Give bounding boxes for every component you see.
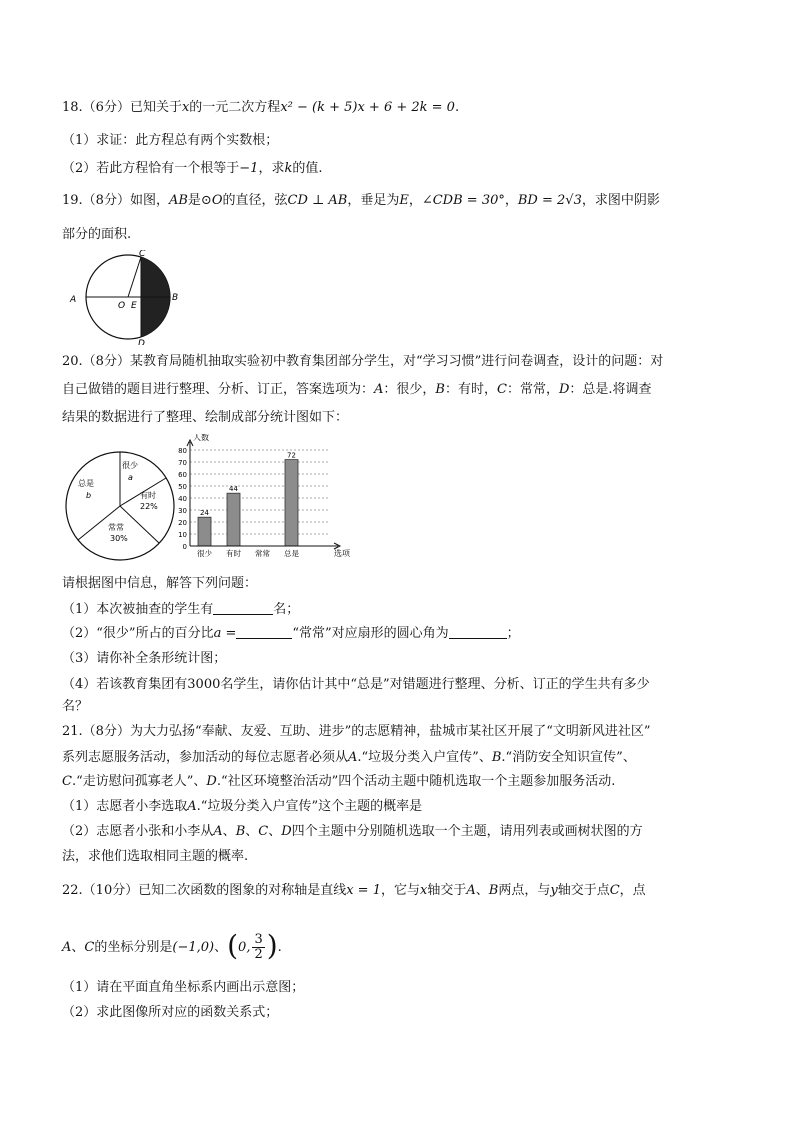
y-tick-20: 20 (178, 519, 187, 527)
q20-sub1 (62, 600, 734, 620)
q22-line2 (62, 928, 734, 968)
q22-line1 (62, 881, 734, 901)
pie-value-youshi: 22% (140, 502, 158, 511)
q20-s2-blank-a[interactable] (236, 624, 292, 639)
bar-有时 (227, 493, 240, 546)
q19-d: ，垂足为 (347, 193, 400, 208)
q21-c: C (62, 774, 72, 789)
q18-p2-k: k (284, 161, 293, 176)
q19-e: E (399, 193, 409, 208)
bar-总是 (285, 460, 298, 546)
pie-value-a: a (128, 473, 133, 482)
q20-opt-d-t: ：总是.将调查 (569, 382, 652, 397)
q22-y: y (550, 883, 558, 898)
q19-f: ， (504, 193, 518, 208)
q22-l2-a: A (62, 940, 72, 955)
q22-a: A (466, 883, 476, 898)
q22-l2-sep: 、 (71, 940, 85, 955)
q21-l2b: .“垃圾分类入户宣传”、 (357, 750, 492, 765)
q19-g: ，求图中阴影 (581, 193, 660, 208)
q18-p2-val: −1 (239, 161, 259, 176)
pie-label-changchang: 常常 (108, 523, 124, 532)
q22-paren-left: ( (227, 929, 239, 962)
label-c: C (139, 250, 146, 259)
q18-part1: （1）求证：此方程总有两个实数根； (62, 133, 279, 148)
q22-sep: 、 (475, 883, 489, 898)
x-tick-常常: 常常 (255, 549, 270, 558)
pie-label-henshao: 很少 (122, 461, 138, 470)
q21-line1: 21.（8分）为大力弘扬“奉献、友爱、互助、进步”的志愿精神，盐城市某社区开展了“文明新风进社区” (62, 724, 651, 739)
q20-bar-chart (170, 434, 360, 564)
q22-b: B (488, 883, 499, 898)
x-axis-label: 选项 (334, 549, 350, 558)
q18-p2-b: ，求 (258, 161, 285, 176)
q20-s2-c: ； (506, 626, 520, 641)
q21-part2 (62, 822, 734, 842)
q19-line2: 部分的面积. (62, 227, 132, 242)
q19-b: 是⊙ (187, 193, 212, 208)
bar-value-总是: 72 (287, 451, 296, 460)
label-b: B (172, 293, 179, 303)
q20-s2-blank-angle[interactable] (449, 624, 507, 639)
y-tick-60: 60 (178, 471, 187, 479)
bar-value-很少: 24 (200, 509, 209, 518)
q21-line2 (62, 748, 734, 768)
segment-oc (128, 257, 141, 297)
q20-sub4-line2: 名？ (62, 699, 89, 714)
q22-l1e: 轴交于点 (557, 883, 610, 898)
q20-sub3: （3）请你补全条形统计图； (62, 651, 227, 666)
y-tick-50: 50 (178, 483, 187, 491)
q18-p2-a: （2）若此方程恰有一个根等于 (62, 161, 240, 176)
q19-bd: BD = 2√3 (517, 193, 582, 208)
q21-part1 (62, 797, 734, 817)
q22-l2-c: C (84, 940, 95, 955)
q19-a: 19.（8分）如图， (62, 193, 169, 208)
q21-part2-cont: 法，求他们选取相同主题的概率. (62, 849, 249, 864)
x-tick-总是: 总是 (284, 549, 299, 558)
q22-x: x (420, 883, 428, 898)
q19-angle: ∠CDB = 30° (421, 193, 505, 208)
pie-value-b: b (86, 491, 92, 500)
q18-var-x: x (181, 100, 190, 115)
x-tick-很少: 很少 (197, 549, 212, 558)
q21-p2a: （2）志愿者小张和小李从 (62, 824, 214, 839)
q21-sep3: 、 (268, 824, 282, 839)
q20-sub2 (62, 624, 734, 644)
q21-l3a: .“走访慰问孤寡老人”、 (71, 774, 207, 789)
q18-title (62, 98, 734, 118)
q20-s1-b: 名； (273, 602, 300, 617)
q18-p2-c: 的值. (292, 161, 323, 176)
q18-prefix: 18.（6分）已知关于 (62, 100, 182, 115)
bar-很少 (198, 517, 211, 546)
q19-e2: ， (408, 193, 422, 208)
q22-c: C (609, 883, 620, 898)
y-tick-70: 70 (178, 459, 187, 467)
y-tick-80: 80 (178, 447, 187, 455)
q21-p2-c: C (258, 824, 269, 839)
q20-s2-b: “常常”对应扇形的圆心角为 (292, 626, 449, 641)
q22-frac-den: 2 (254, 947, 263, 962)
bar-chart-bars (198, 452, 298, 546)
q20-line1: 20.（8分）某教育局随机抽取实验初中教育集团部分学生，对“学习习惯”进行问卷调查，设计的问题：对 (62, 354, 664, 369)
q21-p1a: （1）志愿者小李选取 (62, 799, 188, 814)
y-tick-30: 30 (178, 507, 187, 515)
q22-l2-end: . (277, 940, 282, 955)
q21-sep1: 、 (222, 824, 236, 839)
y-tick-40: 40 (178, 495, 187, 503)
bar-value-有时: 44 (229, 485, 238, 494)
q20-opt-b-t: ：有时， (444, 382, 497, 397)
q20-opt-c: C (497, 382, 507, 397)
q20-opt-c-t: ：常常， (506, 382, 559, 397)
q22-part1: （1）请在平面直角坐标系内画出示意图； (62, 980, 305, 995)
q21-b: B (491, 750, 502, 765)
q19-cd-ab: CD ⊥ AB (287, 193, 348, 208)
q20-prompt: 请根据图中信息，解答下列问题： (62, 576, 258, 591)
q20-pie-chart (62, 448, 180, 566)
pie-label-youshi: 有时 (140, 491, 156, 500)
q22-paren-right: ) (266, 929, 278, 962)
q22-l2a: 的坐标分别是 (94, 940, 173, 955)
q21-p1b: .“垃圾分类入户宣传”这个主题的概率是 (196, 799, 423, 814)
q19-ab: AB (168, 193, 188, 208)
q21-p2-d: D (281, 824, 292, 839)
q19-o: O (211, 193, 223, 208)
q20-s1-a: （1）本次被抽查的学生有 (62, 602, 214, 617)
y-tick-10: 10 (178, 531, 187, 539)
label-o: O (118, 301, 126, 311)
q22-frac-num: 3 (254, 932, 263, 947)
q18-equation: x² − (k + 5)x + 6 + 2k = 0 (280, 100, 455, 115)
q20-l2a: 自己做错的题目进行整理、分析、订正，答案选项为： (62, 382, 375, 397)
q18-end: . (454, 100, 460, 115)
q21-sep2: 、 (245, 824, 259, 839)
q20-opt-a-t: ：很少， (383, 382, 436, 397)
q20-line3: 结果的数据进行了整理、绘制成部分统计图如下： (62, 410, 349, 425)
q20-sub4-line1: （4）若该教育集团有3000名学生，请你估计其中“总是”对错题进行整理、分析、订正的学生共有多少 (62, 677, 650, 692)
q21-p2-b: B (235, 824, 246, 839)
label-d: D (138, 339, 145, 345)
q18-mid: 的一元二次方程 (189, 100, 281, 115)
q21-p2b: 四个主题中分别随机选取一个主题，请用列表或画树状图的方 (291, 824, 643, 839)
q21-p2-a: A (213, 824, 223, 839)
q20-opt-d: D (558, 382, 570, 397)
q19-line1 (62, 191, 734, 211)
q21-p1-a: A (187, 799, 197, 814)
q21-d: D (206, 774, 217, 789)
q21-l2a: 系列志愿服务活动，参加活动的每位志愿者必须从 (62, 750, 349, 765)
q22-l1b: ，它与 (380, 883, 420, 898)
q20-s2-a: （2）“很少”所占的百分比 (62, 626, 214, 641)
pie-label-zongshi: 总是 (78, 479, 94, 488)
q19-circle-figure (60, 250, 185, 345)
q22-l1a: 22.（10分）已知二次函数的图象的对称轴是直线 (62, 883, 347, 898)
pie-value-changchang: 30% (110, 534, 128, 543)
q22-coord-c-x: 0, (238, 940, 251, 955)
q21-line3 (62, 772, 734, 792)
q20-s1-blank[interactable] (213, 600, 273, 615)
q22-l1f: ，点 (619, 883, 646, 898)
q20-opt-b: B (435, 382, 445, 397)
q22-fraction (252, 933, 264, 962)
y-tick-0: 0 (182, 543, 187, 551)
label-e: E (131, 301, 137, 311)
q22-coord-a: (−1,0) (172, 940, 215, 955)
q21-l2c: .“消防安全知识宣传”、 (501, 750, 636, 765)
q22-l2b: 、 (214, 940, 228, 955)
q22-l1d: 两点，与 (498, 883, 551, 898)
q19-c: 的直径，弦 (222, 193, 288, 208)
q18-part2 (62, 159, 734, 179)
q22-axis: x = 1 (346, 883, 381, 898)
x-tick-有时: 有时 (226, 549, 241, 558)
y-axis-label: 人数 (193, 434, 209, 442)
q21-l3b: .“社区环境整治活动”四个活动主题中随机选取一个主题参加服务活动. (216, 774, 616, 789)
q20-line2 (62, 380, 734, 400)
q21-a: A (348, 750, 358, 765)
q20-opt-a: A (374, 382, 384, 397)
label-a: A (70, 295, 77, 305)
q20-s2-var: a = (213, 626, 237, 641)
q22-l1c: 轴交于 (427, 883, 467, 898)
q22-part2: （2）求此图像所对应的函数关系式； (62, 1005, 279, 1020)
